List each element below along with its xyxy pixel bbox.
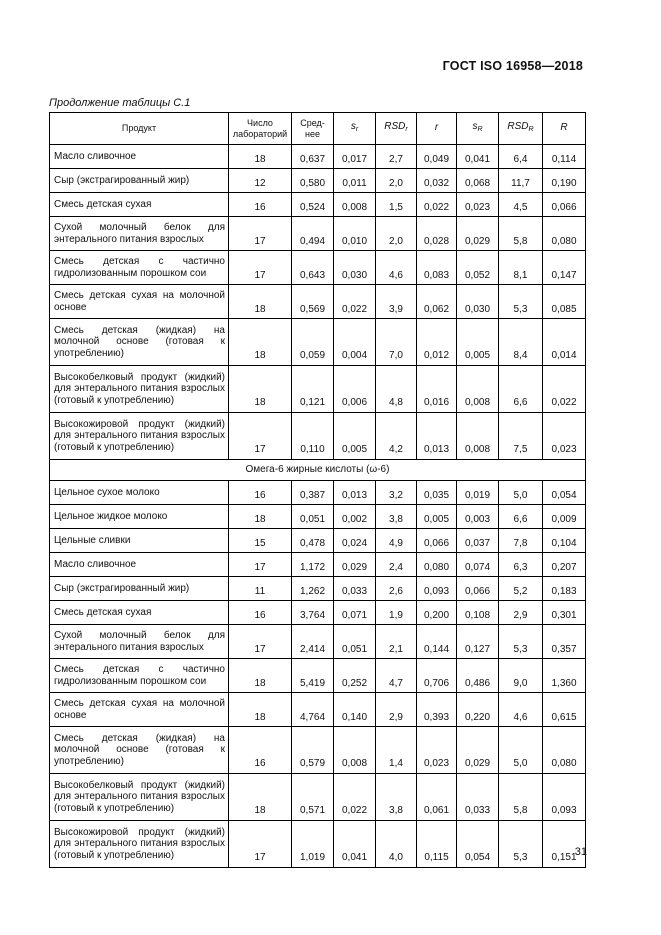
table-row (50, 601, 586, 625)
col-header-sr: $s_r$ (334, 113, 376, 145)
value-cell-rsdR: 6,3 (499, 553, 543, 577)
value-cell-rsdr: 2,0 (376, 217, 417, 251)
value-cell-R: 0,190 (543, 169, 586, 193)
value-cell-r: 0,016 (417, 366, 457, 413)
value-cell-rsdR: 8,4 (499, 319, 543, 366)
value-cell-rsdr: 2,0 (376, 169, 417, 193)
col-header-r: r (417, 113, 457, 145)
value-cell-rsdr: 2,1 (376, 625, 417, 659)
value-cell-sR: 0,019 (457, 481, 499, 505)
table-row (50, 319, 586, 366)
value-cell-r: 0,080 (417, 553, 457, 577)
value-cell-r: 0,035 (417, 481, 457, 505)
value-cell-mean: 1,262 (292, 577, 334, 601)
product-cell: Сыр (экстрагированный жир) (50, 577, 229, 601)
value-cell-rsdR: 5,3 (499, 821, 543, 868)
value-cell-r: 0,012 (417, 319, 457, 366)
product-cell: Смесь детская сухая (50, 193, 229, 217)
product-cell: Смесь детская (жидкая) на молочной основе (готовая к употреблению) (50, 319, 229, 366)
value-cell-sr: 0,004 (334, 319, 376, 366)
product-cell: Высокобелковый продукт (жидкий) для энтерального питания взрослых (готовый к употреблению) (50, 774, 229, 821)
value-cell-sR: 0,127 (457, 625, 499, 659)
value-cell-labs: 16 (229, 193, 292, 217)
value-cell-labs: 17 (229, 251, 292, 285)
product-cell: Сухой молочный белок для энтерального питания взрослых (50, 217, 229, 251)
product-cell: Смесь детская с частично гидролизованным порошком сои (50, 251, 229, 285)
col-header-rsdR: $RSD_R$ (499, 113, 543, 145)
document-title: ГОСТ ISO 16958—2018 (442, 59, 583, 73)
table-row (50, 625, 586, 659)
value-cell-rsdr: 1,5 (376, 193, 417, 217)
value-cell-labs: 15 (229, 529, 292, 553)
value-cell-R: 0,066 (543, 193, 586, 217)
value-cell-R: 0,104 (543, 529, 586, 553)
table-row (50, 285, 586, 319)
value-cell-sR: 0,033 (457, 774, 499, 821)
value-cell-rsdr: 7,0 (376, 319, 417, 366)
value-cell-labs: 18 (229, 659, 292, 693)
value-cell-r: 0,028 (417, 217, 457, 251)
product-cell: Высокожировой продукт (жидкий) для энтерального питания взрослых (готовый к употреблению) (50, 821, 229, 868)
value-cell-mean: 0,478 (292, 529, 334, 553)
table-row (50, 251, 586, 285)
value-cell-R: 0,301 (543, 601, 586, 625)
value-cell-r: 0,032 (417, 169, 457, 193)
value-cell-sr: 0,008 (334, 193, 376, 217)
value-cell-labs: 18 (229, 366, 292, 413)
value-cell-sr: 0,011 (334, 169, 376, 193)
value-cell-sR: 0,486 (457, 659, 499, 693)
product-cell: Высокожировой продукт (жидкий) для энтерального питания взрослых (готовый к употреблению) (50, 413, 229, 460)
value-cell-rsdr: 2,4 (376, 553, 417, 577)
product-cell: Сухой молочный белок для энтерального питания взрослых (50, 625, 229, 659)
value-cell-mean: 0,121 (292, 366, 334, 413)
value-cell-mean: 0,580 (292, 169, 334, 193)
value-cell-r: 0,393 (417, 693, 457, 727)
value-cell-labs: 17 (229, 821, 292, 868)
value-cell-sR: 0,052 (457, 251, 499, 285)
value-cell-sR: 0,005 (457, 319, 499, 366)
value-cell-labs: 16 (229, 601, 292, 625)
value-cell-R: 0,147 (543, 251, 586, 285)
value-cell-sr: 0,017 (334, 145, 376, 169)
col-header-labs: Число лабораторий (229, 113, 292, 145)
value-cell-sR: 0,066 (457, 577, 499, 601)
value-cell-R: 0,151 (543, 821, 586, 868)
value-cell-R: 0,080 (543, 217, 586, 251)
table-row (50, 577, 586, 601)
table-row (50, 727, 586, 774)
value-cell-R: 0,183 (543, 577, 586, 601)
table-row (50, 693, 586, 727)
table-row (50, 145, 586, 169)
value-cell-labs: 18 (229, 693, 292, 727)
table-caption: Продолжение таблицы С.1 (49, 97, 191, 109)
value-cell-R: 0,114 (543, 145, 586, 169)
col-header-mean: Сред-нее (292, 113, 334, 145)
value-cell-R: 0,022 (543, 366, 586, 413)
table-row (50, 505, 586, 529)
table-row (50, 659, 586, 693)
value-cell-mean: 0,579 (292, 727, 334, 774)
page-number: 31 (574, 846, 587, 858)
value-cell-r: 0,005 (417, 505, 457, 529)
value-cell-mean: 0,494 (292, 217, 334, 251)
table-row (50, 169, 586, 193)
value-cell-sR: 0,074 (457, 553, 499, 577)
value-cell-rsdR: 5,3 (499, 625, 543, 659)
precision-table (49, 112, 586, 868)
value-cell-sR: 0,008 (457, 413, 499, 460)
value-cell-rsdr: 2,9 (376, 693, 417, 727)
value-cell-labs: 18 (229, 505, 292, 529)
table-row (50, 217, 586, 251)
table-row (50, 366, 586, 413)
value-cell-R: 0,014 (543, 319, 586, 366)
value-cell-sr: 0,051 (334, 625, 376, 659)
value-cell-rsdr: 4,0 (376, 821, 417, 868)
value-cell-r: 0,061 (417, 774, 457, 821)
col-header-product: Продукт (50, 113, 229, 145)
value-cell-rsdr: 3,8 (376, 505, 417, 529)
value-cell-labs: 18 (229, 145, 292, 169)
value-cell-R: 0,080 (543, 727, 586, 774)
value-cell-rsdR: 11,7 (499, 169, 543, 193)
value-cell-labs: 16 (229, 727, 292, 774)
value-cell-rsdR: 5,0 (499, 481, 543, 505)
value-cell-sr: 0,252 (334, 659, 376, 693)
value-cell-rsdr: 2,6 (376, 577, 417, 601)
value-cell-r: 0,115 (417, 821, 457, 868)
value-cell-r: 0,062 (417, 285, 457, 319)
value-cell-sr: 0,022 (334, 774, 376, 821)
value-cell-mean: 0,524 (292, 193, 334, 217)
product-cell: Смесь детская сухая на молочной основе (50, 693, 229, 727)
value-cell-sr: 0,071 (334, 601, 376, 625)
col-header-R: R (543, 113, 586, 145)
value-cell-sR: 0,030 (457, 285, 499, 319)
value-cell-labs: 11 (229, 577, 292, 601)
value-cell-rsdr: 4,8 (376, 366, 417, 413)
value-cell-sR: 0,029 (457, 727, 499, 774)
value-cell-rsdR: 8,1 (499, 251, 543, 285)
value-cell-r: 0,083 (417, 251, 457, 285)
value-cell-rsdr: 4,7 (376, 659, 417, 693)
product-cell: Цельное жидкое молоко (50, 505, 229, 529)
product-cell: Масло сливочное (50, 553, 229, 577)
product-cell: Высокобелковый продукт (жидкий) для энтерального питания взрослых (готовый к употреблению) (50, 366, 229, 413)
table-row (50, 481, 586, 505)
value-cell-mean: 1,019 (292, 821, 334, 868)
col-header-rsdr: $RSD_r$ (376, 113, 417, 145)
value-cell-sR: 0,054 (457, 821, 499, 868)
value-cell-labs: 17 (229, 217, 292, 251)
value-cell-rsdR: 5,8 (499, 774, 543, 821)
table-row (50, 193, 586, 217)
value-cell-labs: 17 (229, 413, 292, 460)
value-cell-r: 0,066 (417, 529, 457, 553)
section-row (50, 460, 586, 481)
value-cell-sR: 0,029 (457, 217, 499, 251)
value-cell-rsdR: 6,4 (499, 145, 543, 169)
table-row (50, 821, 586, 868)
value-cell-labs: 18 (229, 319, 292, 366)
value-cell-R: 1,360 (543, 659, 586, 693)
col-header-sR: $s_R$ (457, 113, 499, 145)
value-cell-rsdr: 3,8 (376, 774, 417, 821)
value-cell-sR: 0,023 (457, 193, 499, 217)
value-cell-sR: 0,220 (457, 693, 499, 727)
value-cell-r: 0,093 (417, 577, 457, 601)
value-cell-sR: 0,068 (457, 169, 499, 193)
value-cell-mean: 0,569 (292, 285, 334, 319)
value-cell-R: 0,357 (543, 625, 586, 659)
value-cell-mean: 0,637 (292, 145, 334, 169)
value-cell-r: 0,049 (417, 145, 457, 169)
value-cell-r: 0,013 (417, 413, 457, 460)
product-cell: Смесь детская с частично гидролизованным порошком сои (50, 659, 229, 693)
value-cell-sR: 0,037 (457, 529, 499, 553)
value-cell-rsdr: 1,9 (376, 601, 417, 625)
value-cell-rsdR: 5,3 (499, 285, 543, 319)
value-cell-rsdr: 3,9 (376, 285, 417, 319)
value-cell-rsdr: 4,9 (376, 529, 417, 553)
value-cell-rsdr: 4,6 (376, 251, 417, 285)
table-row (50, 529, 586, 553)
value-cell-sr: 0,041 (334, 821, 376, 868)
value-cell-rsdR: 4,5 (499, 193, 543, 217)
table-header-row (50, 113, 586, 145)
value-cell-rsdR: 6,6 (499, 366, 543, 413)
value-cell-R: 0,085 (543, 285, 586, 319)
value-cell-R: 0,207 (543, 553, 586, 577)
value-cell-R: 0,023 (543, 413, 586, 460)
value-cell-mean: 3,764 (292, 601, 334, 625)
value-cell-sr: 0,029 (334, 553, 376, 577)
value-cell-r: 0,144 (417, 625, 457, 659)
value-cell-R: 0,054 (543, 481, 586, 505)
value-cell-rsdR: 5,0 (499, 727, 543, 774)
value-cell-mean: 0,643 (292, 251, 334, 285)
product-cell: Цельное сухое молоко (50, 481, 229, 505)
value-cell-sR: 0,008 (457, 366, 499, 413)
product-cell: Масло сливочное (50, 145, 229, 169)
value-cell-sr: 0,024 (334, 529, 376, 553)
value-cell-rsdr: 4,2 (376, 413, 417, 460)
value-cell-rsdR: 5,2 (499, 577, 543, 601)
value-cell-labs: 18 (229, 285, 292, 319)
value-cell-mean: 0,059 (292, 319, 334, 366)
value-cell-sr: 0,030 (334, 251, 376, 285)
value-cell-labs: 18 (229, 774, 292, 821)
value-cell-sr: 0,033 (334, 577, 376, 601)
value-cell-mean: 1,172 (292, 553, 334, 577)
value-cell-rsdR: 6,6 (499, 505, 543, 529)
value-cell-sR: 0,108 (457, 601, 499, 625)
value-cell-rsdr: 3,2 (376, 481, 417, 505)
product-cell: Смесь детская сухая на молочной основе (50, 285, 229, 319)
value-cell-labs: 17 (229, 553, 292, 577)
value-cell-r: 0,200 (417, 601, 457, 625)
value-cell-sR: 0,003 (457, 505, 499, 529)
value-cell-r: 0,022 (417, 193, 457, 217)
value-cell-sr: 0,006 (334, 366, 376, 413)
value-cell-sr: 0,022 (334, 285, 376, 319)
value-cell-mean: 0,051 (292, 505, 334, 529)
value-cell-rsdR: 2,9 (499, 601, 543, 625)
product-cell: Смесь детская (жидкая) на молочной основе (готовая к употреблению) (50, 727, 229, 774)
product-cell: Смесь детская сухая (50, 601, 229, 625)
value-cell-sr: 0,010 (334, 217, 376, 251)
value-cell-rsdr: 2,7 (376, 145, 417, 169)
product-cell: Сыр (экстрагированный жир) (50, 169, 229, 193)
value-cell-mean: 0,110 (292, 413, 334, 460)
value-cell-mean: 5,419 (292, 659, 334, 693)
value-cell-r: 0,706 (417, 659, 457, 693)
value-cell-mean: 0,571 (292, 774, 334, 821)
value-cell-mean: 4,764 (292, 693, 334, 727)
product-cell: Цельные сливки (50, 529, 229, 553)
value-cell-rsdr: 1,4 (376, 727, 417, 774)
value-cell-sr: 0,140 (334, 693, 376, 727)
value-cell-mean: 2,414 (292, 625, 334, 659)
value-cell-rsdR: 5,8 (499, 217, 543, 251)
value-cell-mean: 0,387 (292, 481, 334, 505)
value-cell-rsdR: 7,5 (499, 413, 543, 460)
value-cell-sr: 0,008 (334, 727, 376, 774)
table-row (50, 774, 586, 821)
table-row (50, 553, 586, 577)
value-cell-sr: 0,013 (334, 481, 376, 505)
value-cell-labs: 17 (229, 625, 292, 659)
value-cell-R: 0,009 (543, 505, 586, 529)
value-cell-rsdR: 7,8 (499, 529, 543, 553)
value-cell-rsdR: 4,6 (499, 693, 543, 727)
value-cell-sr: 0,002 (334, 505, 376, 529)
value-cell-labs: 16 (229, 481, 292, 505)
value-cell-R: 0,615 (543, 693, 586, 727)
section-label: Омега-6 жирные кислоты (ω-6) (50, 460, 586, 481)
value-cell-sR: 0,041 (457, 145, 499, 169)
value-cell-r: 0,023 (417, 727, 457, 774)
table-row (50, 413, 586, 460)
value-cell-rsdR: 9,0 (499, 659, 543, 693)
value-cell-R: 0,093 (543, 774, 586, 821)
value-cell-labs: 12 (229, 169, 292, 193)
value-cell-sr: 0,005 (334, 413, 376, 460)
